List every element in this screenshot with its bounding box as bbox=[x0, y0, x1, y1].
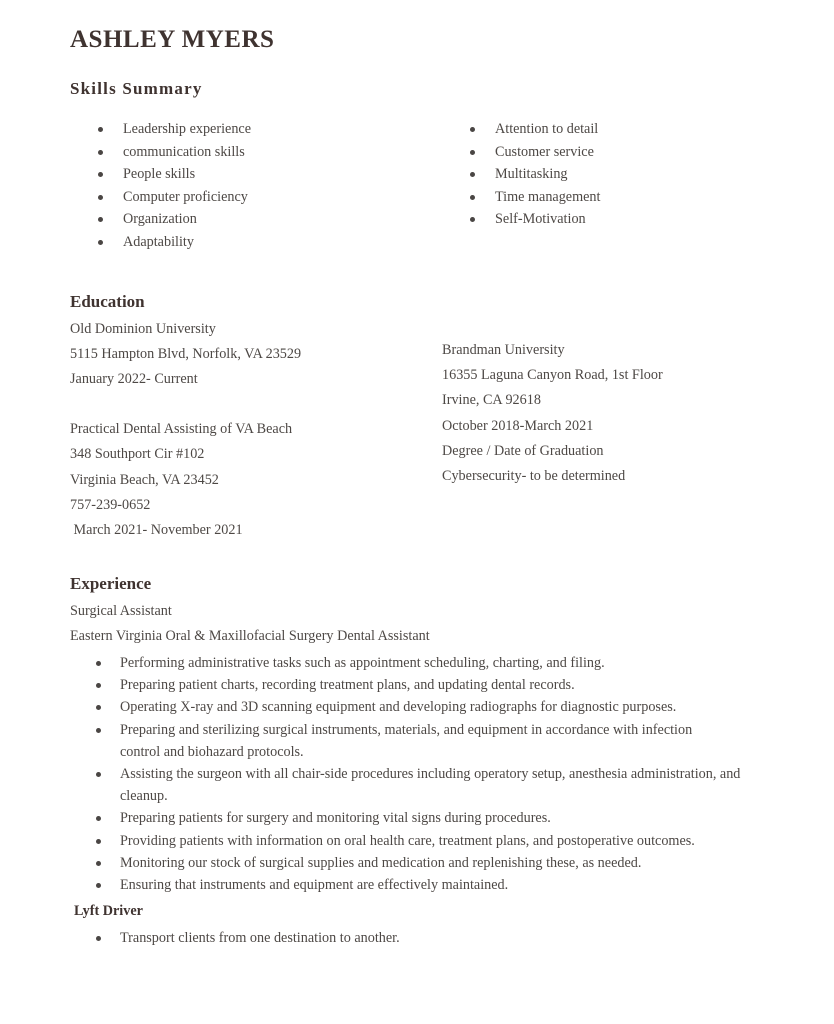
bullet-icon bbox=[470, 172, 475, 177]
bullet-icon bbox=[96, 728, 101, 733]
list-item: Preparing patient charts, recording treatment plans, and updating dental records. bbox=[70, 674, 770, 696]
skills-list-left bbox=[70, 118, 251, 254]
bullet-icon bbox=[96, 661, 101, 666]
job-duties-list bbox=[70, 927, 770, 949]
experience-heading: Experience bbox=[70, 574, 152, 593]
bullet-icon bbox=[98, 240, 103, 245]
school-dates: January 2022- Current bbox=[70, 371, 198, 387]
school-city: Virginia Beach, VA 23452 bbox=[70, 472, 219, 488]
list-item: Assisting the surgeon with all chair-side procedures including operatory setup, anesthesia administration, and cleanup. bbox=[70, 763, 770, 807]
bullet-icon bbox=[96, 816, 101, 821]
bullet-icon bbox=[98, 172, 103, 177]
list-item: Monitoring our stock of surgical supplies and medication and replenishing these, as needed. bbox=[70, 852, 770, 874]
list-item: Ensuring that instruments and equipment are effectively maintained. bbox=[70, 874, 770, 896]
skills-heading: Skills Summary bbox=[70, 79, 203, 98]
bullet-icon bbox=[470, 150, 475, 155]
school-city: Irvine, CA 92618 bbox=[442, 392, 541, 408]
bullet-icon bbox=[470, 217, 475, 222]
list-item: Leadership experience bbox=[70, 118, 251, 141]
list-item: Performing administrative tasks such as appointment scheduling, charting, and filing. bbox=[70, 652, 770, 674]
list-item: Multitasking bbox=[442, 163, 600, 186]
list-item: Providing patients with information on oral health care, treatment plans, and postoperative outcomes. bbox=[70, 830, 770, 852]
school-name: Old Dominion University bbox=[70, 321, 216, 337]
bullet-icon bbox=[96, 772, 101, 777]
bullet-icon bbox=[470, 127, 475, 132]
list-item: Preparing and sterilizing surgical instruments, materials, and equipment in accordance with infection control and biohazard protocols. bbox=[70, 719, 770, 763]
list-item: Transport clients from one destination to another. bbox=[70, 927, 770, 949]
job-title: Lyft Driver bbox=[74, 903, 143, 919]
degree-label: Degree / Date of Graduation bbox=[442, 443, 604, 459]
job-employer: Eastern Virginia Oral & Maxillofacial Surgery Dental Assistant bbox=[70, 628, 430, 644]
job-duties-list bbox=[70, 652, 770, 896]
list-item: Operating X-ray and 3D scanning equipment and developing radiographs for diagnostic purposes. bbox=[70, 696, 770, 718]
list-item: Adaptability bbox=[70, 231, 251, 254]
candidate-name: ASHLEY MYERS bbox=[70, 26, 275, 53]
bullet-icon bbox=[98, 150, 103, 155]
list-item: communication skills bbox=[70, 141, 251, 164]
school-address: 16355 Laguna Canyon Road, 1st Floor bbox=[442, 367, 663, 383]
bullet-icon bbox=[96, 936, 101, 941]
school-phone: 757-239-0652 bbox=[70, 497, 151, 513]
school-name: Brandman University bbox=[442, 342, 565, 358]
skills-list-right bbox=[442, 118, 600, 231]
list-item: Attention to detail bbox=[442, 118, 600, 141]
list-item: Computer proficiency bbox=[70, 186, 251, 209]
list-item: People skills bbox=[70, 163, 251, 186]
bullet-icon bbox=[96, 705, 101, 710]
school-address: 5115 Hampton Blvd, Norfolk, VA 23529 bbox=[70, 346, 302, 362]
list-item: Time management bbox=[442, 186, 600, 209]
education-heading: Education bbox=[70, 292, 145, 311]
list-item: Self-Motivation bbox=[442, 208, 600, 231]
bullet-icon bbox=[470, 195, 475, 200]
degree-value: Cybersecurity- to be determined bbox=[442, 468, 626, 484]
bullet-icon bbox=[96, 861, 101, 866]
bullet-icon bbox=[96, 683, 101, 688]
bullet-icon bbox=[98, 195, 103, 200]
list-item: Customer service bbox=[442, 141, 600, 164]
job-title: Surgical Assistant bbox=[70, 603, 172, 619]
bullet-icon bbox=[98, 127, 103, 132]
list-item: Organization bbox=[70, 208, 251, 231]
list-item: Preparing patients for surgery and monitoring vital signs during procedures. bbox=[70, 807, 770, 829]
school-name: Practical Dental Assisting of VA Beach bbox=[70, 421, 293, 437]
school-address: 348 Southport Cir #102 bbox=[70, 446, 205, 462]
bullet-icon bbox=[96, 883, 101, 888]
bullet-icon bbox=[98, 217, 103, 222]
bullet-icon bbox=[96, 839, 101, 844]
school-dates: March 2021- November 2021 bbox=[70, 522, 243, 538]
school-dates: October 2018-March 2021 bbox=[442, 418, 594, 434]
